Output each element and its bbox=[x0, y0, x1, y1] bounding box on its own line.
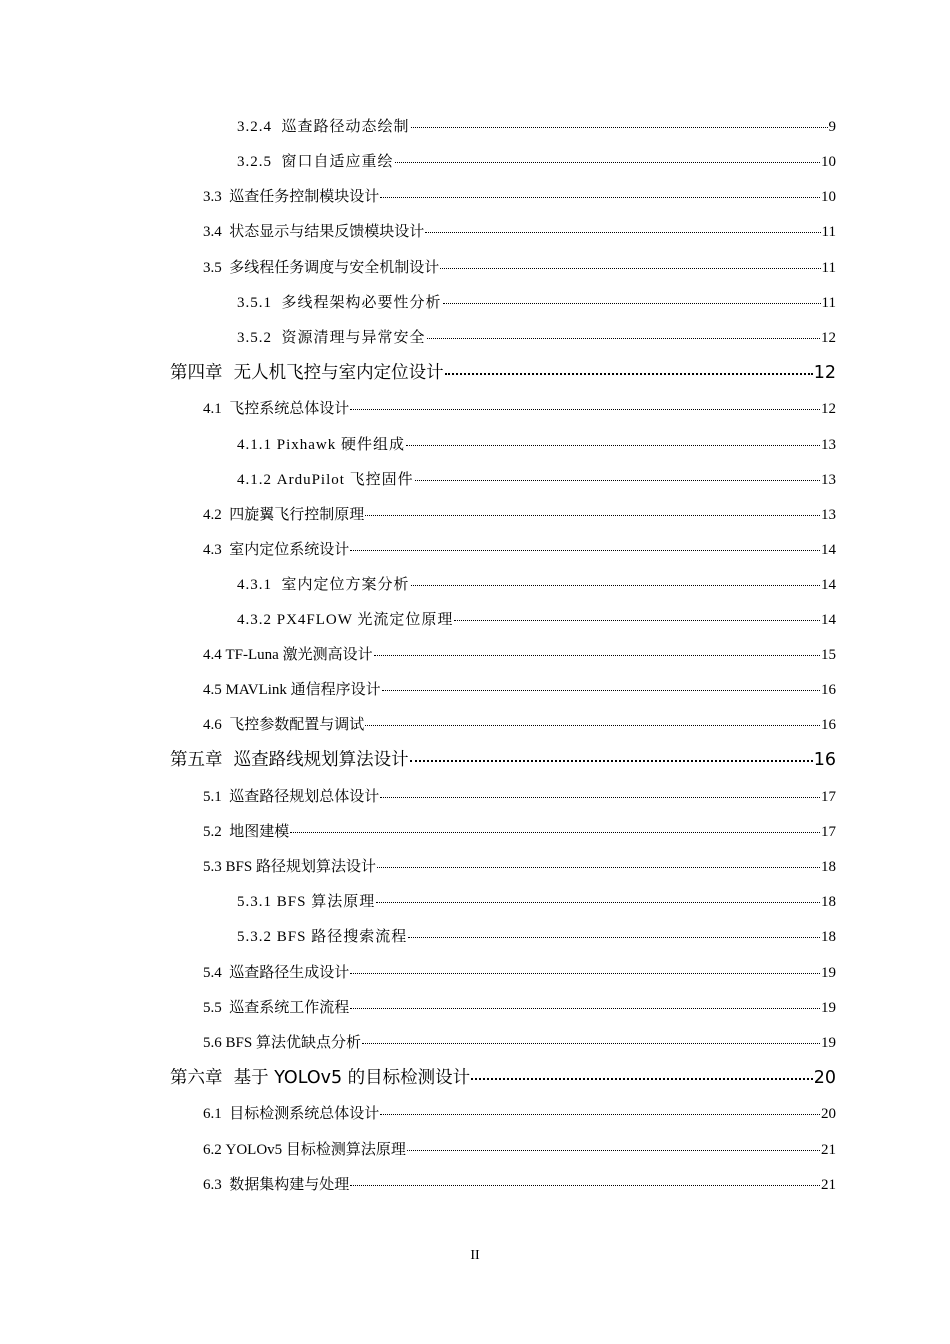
toc-entry-page: 21 bbox=[821, 1177, 836, 1193]
toc-entry-title: YOLOv5 目标检测算法原理 bbox=[225, 1142, 406, 1158]
dot-leader bbox=[350, 549, 820, 551]
toc-entry-title: TF-Luna 激光测高设计 bbox=[225, 647, 373, 663]
dot-leader bbox=[406, 444, 820, 446]
toc-entry-title: 多线程任务调度与安全机制设计 bbox=[229, 260, 440, 276]
toc-entry-title: 地图建模 bbox=[229, 824, 290, 840]
toc-entry[interactable] bbox=[203, 187, 836, 207]
toc-entry[interactable] bbox=[203, 822, 836, 842]
toc-entry-number: 4.2 bbox=[203, 507, 222, 523]
dot-leader bbox=[407, 1149, 820, 1151]
toc-entry-title: 多线程架构必要性分析 bbox=[281, 295, 442, 311]
toc-entry-number: 5.5 bbox=[203, 1000, 222, 1016]
toc-entry[interactable] bbox=[203, 963, 836, 983]
dot-leader bbox=[471, 1077, 813, 1080]
dot-leader bbox=[380, 796, 820, 798]
toc-entry-title: BFS 路径规划算法设计 bbox=[225, 859, 376, 875]
toc-entry-title: 巡查路径动态绘制 bbox=[281, 119, 410, 135]
toc-entry[interactable] bbox=[203, 540, 836, 560]
toc-entry-title: 巡查任务控制模块设计 bbox=[229, 189, 380, 205]
toc-entry-title: BFS 路径搜索流程 bbox=[276, 929, 408, 945]
toc-entry-title: Pixhawk 硬件组成 bbox=[276, 437, 406, 453]
dot-leader bbox=[443, 302, 821, 304]
dot-leader bbox=[411, 126, 828, 128]
toc-entry-number: 4.3.1 bbox=[237, 577, 272, 593]
toc-entry-number: 4.6 bbox=[203, 717, 222, 733]
toc-entry-page: 17 bbox=[821, 824, 836, 840]
toc-entry-page: 14 bbox=[821, 577, 836, 593]
toc-entry-number: 3.5.1 bbox=[237, 295, 272, 311]
toc-entry-page: 16 bbox=[821, 682, 836, 698]
toc-entry-title: 巡查系统工作流程 bbox=[229, 1000, 350, 1016]
toc-entry-title: 窗口自适应重绘 bbox=[281, 154, 394, 170]
toc-entry[interactable] bbox=[203, 258, 836, 278]
toc-entry[interactable] bbox=[203, 222, 836, 242]
toc-entry-title: BFS 算法原理 bbox=[276, 894, 376, 910]
toc-chapter-page: 20 bbox=[813, 1068, 836, 1088]
dot-leader bbox=[395, 161, 820, 163]
toc-entry-page: 19 bbox=[821, 1035, 836, 1051]
toc-entry-number: 4.1 bbox=[203, 401, 222, 417]
toc-entry-number: 3.5.2 bbox=[237, 330, 272, 346]
toc-entry[interactable] bbox=[237, 575, 836, 595]
toc-chapter-page: 12 bbox=[813, 363, 836, 383]
toc-entry-number: 5.1 bbox=[203, 789, 222, 805]
toc-entry-title: BFS 算法优缺点分析 bbox=[225, 1035, 361, 1051]
toc-entry[interactable] bbox=[237, 152, 836, 172]
toc-entry-page: 14 bbox=[821, 542, 836, 558]
toc-entry[interactable] bbox=[237, 328, 836, 348]
toc-chapter-title: 基于 YOLOv5 的目标检测设计 bbox=[233, 1068, 471, 1088]
dot-leader bbox=[362, 1042, 820, 1044]
dot-leader bbox=[408, 936, 820, 938]
dot-leader bbox=[374, 654, 820, 656]
toc-chapter-number: 第四章 bbox=[170, 363, 223, 383]
toc-entry-number: 5.4 bbox=[203, 965, 222, 981]
toc-entry-page: 10 bbox=[821, 189, 836, 205]
toc-entry[interactable] bbox=[203, 998, 836, 1018]
toc-entry[interactable] bbox=[237, 892, 836, 912]
dot-leader bbox=[425, 231, 820, 233]
toc-entry-title: 资源清理与异常安全 bbox=[281, 330, 426, 346]
dot-leader bbox=[365, 724, 820, 726]
toc-entry-number: 5.2 bbox=[203, 824, 222, 840]
dot-leader bbox=[350, 1007, 820, 1009]
toc-entry-number: 4.1.1 bbox=[237, 437, 272, 453]
toc-entry[interactable] bbox=[203, 1175, 836, 1195]
dot-leader bbox=[377, 866, 820, 868]
dot-leader bbox=[454, 619, 820, 621]
toc-chapter-title: 巡查路线规划算法设计 bbox=[233, 750, 409, 770]
toc-entry-title: 巡查路径规划总体设计 bbox=[229, 789, 380, 805]
toc-entry-number: 4.5 bbox=[203, 682, 222, 698]
toc-entry-page: 11 bbox=[821, 295, 836, 311]
toc-chapter-number: 第六章 bbox=[170, 1068, 223, 1088]
toc-chapter-entry[interactable] bbox=[170, 748, 836, 772]
toc-entry[interactable] bbox=[237, 293, 836, 313]
toc-entry[interactable] bbox=[237, 610, 836, 630]
toc-entry[interactable] bbox=[203, 680, 836, 700]
toc-entry-title: 巡查路径生成设计 bbox=[229, 965, 350, 981]
dot-leader bbox=[380, 196, 820, 198]
dot-leader bbox=[410, 759, 813, 762]
dot-leader bbox=[427, 337, 820, 339]
toc-entry-page: 18 bbox=[821, 894, 836, 910]
toc-entry-number: 5.6 bbox=[203, 1035, 222, 1051]
toc-entry-page: 9 bbox=[828, 119, 836, 135]
toc-entry-page: 12 bbox=[821, 401, 836, 417]
toc-entry-number: 6.2 bbox=[203, 1142, 222, 1158]
toc-entry-title: 目标检测系统总体设计 bbox=[229, 1106, 380, 1122]
toc-entry-title: 数据集构建与处理 bbox=[229, 1177, 350, 1193]
toc-entry[interactable] bbox=[203, 1033, 836, 1053]
dot-leader bbox=[376, 901, 820, 903]
toc-entry[interactable] bbox=[203, 715, 836, 735]
toc-entry-number: 5.3.2 bbox=[237, 929, 272, 945]
toc-chapter-number: 第五章 bbox=[170, 750, 223, 770]
toc-entry[interactable] bbox=[237, 927, 836, 947]
toc-entry-number: 6.1 bbox=[203, 1106, 222, 1122]
toc-chapter-entry[interactable] bbox=[170, 361, 836, 385]
toc-entry-page: 13 bbox=[821, 437, 836, 453]
toc-entry-title: MAVLink 通信程序设计 bbox=[225, 682, 381, 698]
toc-entry-title: ArduPilot 飞控固件 bbox=[276, 472, 414, 488]
toc-entry-number: 6.3 bbox=[203, 1177, 222, 1193]
toc-entry-page: 16 bbox=[821, 717, 836, 733]
dot-leader bbox=[382, 689, 820, 691]
dot-leader bbox=[380, 1113, 820, 1115]
toc-entry-title: 状态显示与结果反馈模块设计 bbox=[229, 224, 425, 240]
toc-entry-page: 14 bbox=[821, 612, 836, 628]
toc-entry-page: 10 bbox=[821, 154, 836, 170]
toc-entry-page: 18 bbox=[821, 859, 836, 875]
toc-entry[interactable] bbox=[237, 117, 836, 137]
toc-entry-number: 5.3 bbox=[203, 859, 222, 875]
toc-entry-number: 3.2.4 bbox=[237, 119, 272, 135]
toc-entry-page: 13 bbox=[821, 472, 836, 488]
toc-entry-title: 室内定位系统设计 bbox=[229, 542, 350, 558]
page-number: II bbox=[470, 1248, 480, 1263]
toc-entry-page: 15 bbox=[821, 647, 836, 663]
toc-entry-number: 3.5 bbox=[203, 260, 222, 276]
dot-leader bbox=[411, 584, 820, 586]
toc-entry-number: 3.2.5 bbox=[237, 154, 272, 170]
toc-entry-page: 12 bbox=[821, 330, 836, 346]
toc-entry[interactable] bbox=[203, 1104, 836, 1124]
toc-entry-page: 21 bbox=[821, 1142, 836, 1158]
toc-entry-number: 5.3.1 bbox=[237, 894, 272, 910]
dot-leader bbox=[365, 514, 820, 516]
toc-entry[interactable] bbox=[203, 645, 836, 665]
toc-entry[interactable] bbox=[203, 505, 836, 525]
toc-entry-title: 飞控参数配置与调试 bbox=[229, 717, 365, 733]
toc-entry-page: 11 bbox=[821, 260, 836, 276]
dot-leader bbox=[290, 831, 820, 833]
dot-leader bbox=[350, 1184, 820, 1186]
toc-entry-page: 20 bbox=[821, 1106, 836, 1122]
toc-entry-title: PX4FLOW 光流定位原理 bbox=[276, 612, 454, 628]
toc-entry-page: 13 bbox=[821, 507, 836, 523]
toc-entry-number: 4.4 bbox=[203, 647, 222, 663]
toc-entry[interactable] bbox=[203, 787, 836, 807]
toc-entry-page: 19 bbox=[821, 965, 836, 981]
toc-entry[interactable] bbox=[203, 399, 836, 419]
toc-entry-page: 18 bbox=[821, 929, 836, 945]
toc-entry-page: 11 bbox=[821, 224, 836, 240]
dot-leader bbox=[350, 972, 820, 974]
toc-chapter-title: 无人机飞控与室内定位设计 bbox=[233, 363, 444, 383]
toc-entry-title: 飞控系统总体设计 bbox=[229, 401, 350, 417]
dot-leader bbox=[445, 372, 813, 375]
toc-chapter-page: 16 bbox=[813, 750, 836, 770]
toc-entry-page: 17 bbox=[821, 789, 836, 805]
toc-entry[interactable] bbox=[237, 470, 836, 490]
toc-entry[interactable] bbox=[203, 857, 836, 877]
dot-leader bbox=[440, 267, 820, 269]
dot-leader bbox=[350, 408, 820, 410]
toc-entry-number: 3.4 bbox=[203, 224, 222, 240]
dot-leader bbox=[415, 479, 820, 481]
toc-entry-title: 四旋翼飞行控制原理 bbox=[229, 507, 365, 523]
toc-chapter-entry[interactable] bbox=[170, 1066, 836, 1090]
toc-entry-number: 4.3.2 bbox=[237, 612, 272, 628]
toc-entry-number: 3.3 bbox=[203, 189, 222, 205]
toc-entry[interactable] bbox=[237, 435, 836, 455]
toc-entry[interactable] bbox=[203, 1140, 836, 1160]
toc-entry-number: 4.3 bbox=[203, 542, 222, 558]
toc-entry-number: 4.1.2 bbox=[237, 472, 272, 488]
toc-entry-title: 室内定位方案分析 bbox=[281, 577, 410, 593]
toc-entry-page: 19 bbox=[821, 1000, 836, 1016]
